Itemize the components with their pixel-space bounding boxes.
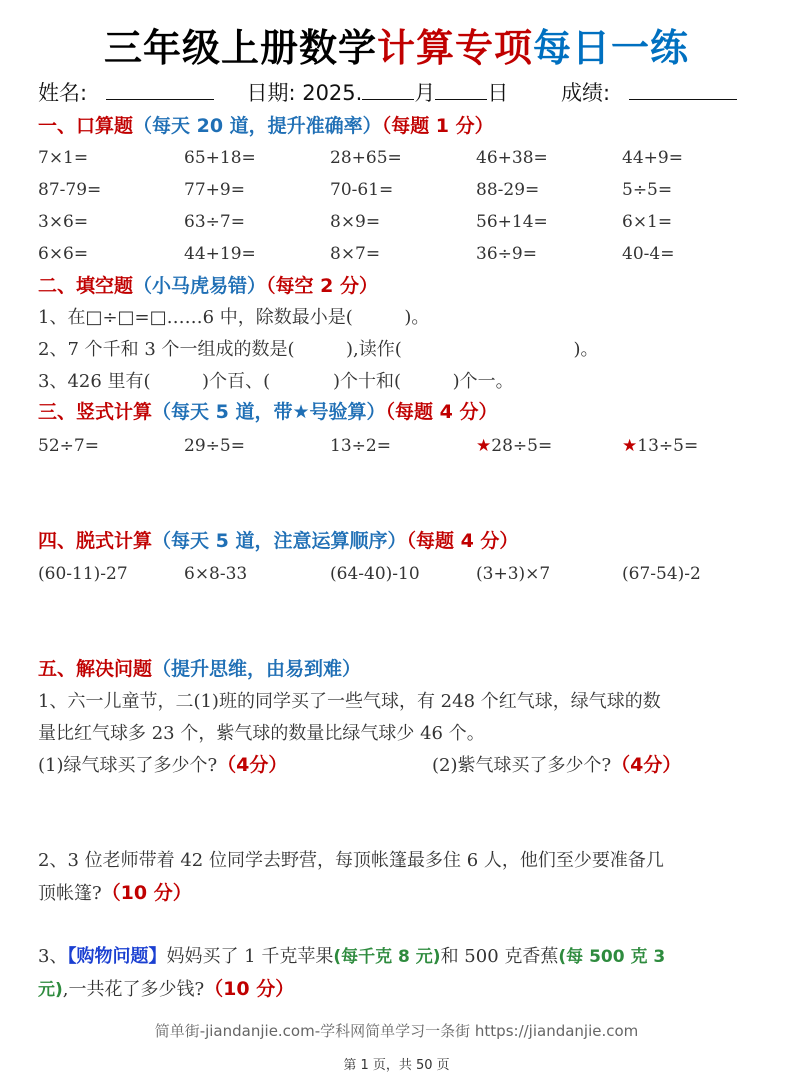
section3-points: （每题 4 分） (385, 401, 498, 423)
section4-points: （每题 4 分） (406, 530, 519, 552)
section3-title: 三、竖式计算 (38, 401, 153, 423)
problem1-line2: 量比红气球多 23 个，紫气球的数量比绿气球少 46 个。 (38, 723, 485, 744)
day-field[interactable] (435, 79, 487, 100)
section5-title: 五、解决问题 (38, 658, 153, 680)
price-note: 元) (38, 980, 63, 1000)
oral-item: 87-79= (38, 180, 102, 200)
score-label: 成绩: (561, 81, 611, 105)
step-item: 6×8-33 (184, 564, 248, 584)
day-label: 日 (487, 81, 509, 105)
section2-note: （小马虎易错） (133, 275, 267, 297)
section5-heading (38, 655, 361, 683)
oral-item: 88-29= (476, 180, 540, 200)
fill-blank-q2: 2、7 个千和 3 个一组成的数是( ),读作( )。 (38, 339, 599, 360)
step-item: (3+3)×7 (476, 564, 551, 584)
oral-item: 7×1= (38, 148, 89, 168)
problem2-line2: 顶帐篷?（10 分） (38, 882, 192, 904)
oral-item: 44+19= (184, 244, 256, 264)
section3-heading (38, 398, 497, 426)
oral-item: 46+38= (476, 148, 548, 168)
problem1-sub1: (1)绿气球买了多少个?（4分） (38, 754, 288, 776)
section3-note: （每天 5 道，带★号验算） (152, 401, 386, 423)
name-label: 姓名: (38, 81, 88, 105)
oral-item: 36÷9= (476, 244, 537, 264)
oral-item: 8×9= (330, 212, 381, 232)
name-field[interactable] (106, 79, 214, 100)
worksheet-title (0, 22, 793, 74)
fill-blank-q1: 1、在□÷□=□……6 中，除数最小是( )。 (38, 307, 430, 328)
points-badge: （4分） (217, 754, 288, 776)
oral-item: 70-61= (330, 180, 394, 200)
section4-note: （每天 5 道，注意运算顺序） (152, 530, 407, 552)
oral-item: 28+65= (330, 148, 402, 168)
price-note: (每 500 克 3 (558, 947, 666, 967)
vertical-item-starred: ★13÷5= (622, 436, 699, 456)
section1-title: 一、口算题 (38, 115, 134, 137)
month-label: 月 (414, 81, 436, 105)
page-number: 第 1 页，共 50 页 (343, 1058, 450, 1073)
section1-points: （每题 1 分） (381, 115, 494, 137)
vertical-item: 13÷2= (330, 436, 391, 456)
section1-note: （每天 20 道，提升准确率） (133, 115, 382, 137)
fill-blank-q3: 3、426 里有( )个百、( )个十和( )个一。 (38, 371, 514, 392)
oral-item: 44+9= (622, 148, 683, 168)
vertical-item-starred: ★28÷5= (476, 436, 553, 456)
section4-heading (38, 527, 518, 555)
oral-item: 3×6= (38, 212, 89, 232)
oral-item: 65+18= (184, 148, 256, 168)
price-note: (每千克 8 元) (333, 947, 441, 967)
step-item: (60-11)-27 (38, 564, 128, 584)
problem2-line1: 2、3 位老师带着 42 位同学去野营，每顶帐篷最多住 6 人，他们至少要准备几 (38, 850, 664, 871)
section5-note: （提升思维，由易到难） (152, 658, 362, 680)
step-item: (67-54)-2 (622, 564, 701, 584)
problem1-sub2: (2)紫气球买了多少个?（4分） (432, 754, 682, 776)
section2-points: （每空 2 分） (266, 275, 378, 297)
student-info-row (38, 78, 737, 108)
oral-item: 63÷7= (184, 212, 245, 232)
star-icon: ★ (476, 436, 492, 456)
score-field[interactable] (629, 79, 737, 100)
title-part-grade: 三年级上册数学 (103, 26, 377, 70)
oral-item: 56+14= (476, 212, 548, 232)
points-badge: （10 分） (204, 978, 295, 1000)
star-icon: ★ (622, 436, 638, 456)
title-part-daily: 每日一练 (533, 26, 690, 70)
section2-heading (38, 272, 378, 300)
problem3-line2: 元),一共花了多少钱?（10 分） (38, 978, 295, 1000)
vertical-item: 52÷7= (38, 436, 99, 456)
points-badge: （10 分） (101, 882, 192, 904)
date-label: 日期: 2025. (246, 81, 363, 105)
vertical-item: 29÷5= (184, 436, 245, 456)
shopping-tag: 【购物问题】 (67, 946, 167, 967)
section2-title: 二、填空题 (38, 275, 134, 297)
oral-item: 5÷5= (622, 180, 673, 200)
problem1-line1: 1、六一儿童节，二(1)班的同学买了一些气球，有 248 个红气球，绿气球的数 (38, 691, 661, 712)
oral-item: 6×6= (38, 244, 89, 264)
oral-item: 77+9= (184, 180, 245, 200)
problem3-line1: 3、【购物问题】妈妈买了 1 千克苹果(每千克 8 元)和 500 克香蕉(每 500 克 3 (38, 946, 666, 967)
points-badge: （4分） (611, 754, 682, 776)
title-part-topic: 计算专项 (376, 26, 533, 70)
footer-site: 简单街-jiandanjie.com-学科网简单学习一条街 https://jiandanjie.com (154, 1022, 639, 1040)
step-item: (64-40)-10 (330, 564, 420, 584)
oral-item: 40-4= (622, 244, 675, 264)
month-field[interactable] (362, 79, 414, 100)
oral-item: 8×7= (330, 244, 381, 264)
section1-heading (38, 112, 494, 140)
oral-item: 6×1= (622, 212, 673, 232)
section4-title: 四、脱式计算 (38, 530, 153, 552)
